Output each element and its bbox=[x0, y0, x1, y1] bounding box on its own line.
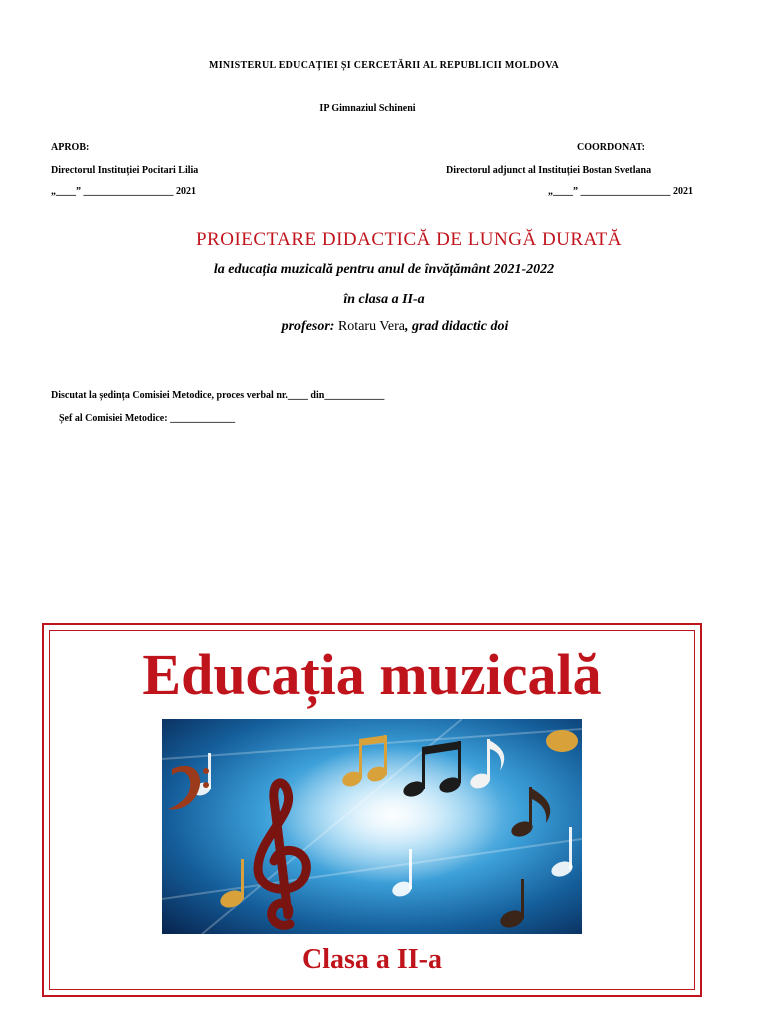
date-line-right: „____” __________________ 2021 bbox=[548, 186, 693, 197]
director-line: Directorul Instituției Pocitari Lilia bbox=[51, 165, 199, 176]
commission-head-line: Șef al Comisiei Metodice: _____________ bbox=[59, 413, 236, 424]
teacher-name: Rotaru Vera bbox=[334, 319, 405, 334]
music-notes-illustration bbox=[162, 719, 582, 934]
music-notes-icon bbox=[162, 719, 582, 934]
aprob-label: APROB: bbox=[51, 142, 90, 153]
class-line: în clasa a II-a bbox=[343, 292, 425, 307]
cover-title: Educația muzicală bbox=[142, 642, 602, 707]
deputy-director-line: Directorul adjunct al Instituției Bostan Svetlana bbox=[446, 165, 652, 176]
teacher-line bbox=[0, 319, 768, 335]
date-line-left: „____” __________________ 2021 bbox=[51, 186, 196, 197]
cover-class-label: Clasa a II-a bbox=[301, 944, 442, 975]
document-subtitle: la educația muzicală pentru anul de învățământ 2021-2022 bbox=[213, 262, 555, 277]
commission-discussion-line: Discutat la ședința Comisiei Metodice, proces verbal nr.____ din____________ bbox=[51, 390, 385, 401]
ministry-header: MINISTERUL EDUCAȚIEI ȘI CERCETĂRII AL REPUBLICII MOLDOVA bbox=[208, 60, 560, 71]
document-title: PROIECTARE DIDACTICĂ DE LUNGĂ DURATĂ bbox=[195, 229, 623, 250]
school-name: IP Gimnaziul Schineni bbox=[319, 103, 416, 114]
teacher-label: profesor: bbox=[281, 319, 335, 334]
teacher-grade: , grad didactic doi bbox=[404, 319, 509, 334]
coordonat-label: COORDONAT: bbox=[577, 142, 645, 153]
